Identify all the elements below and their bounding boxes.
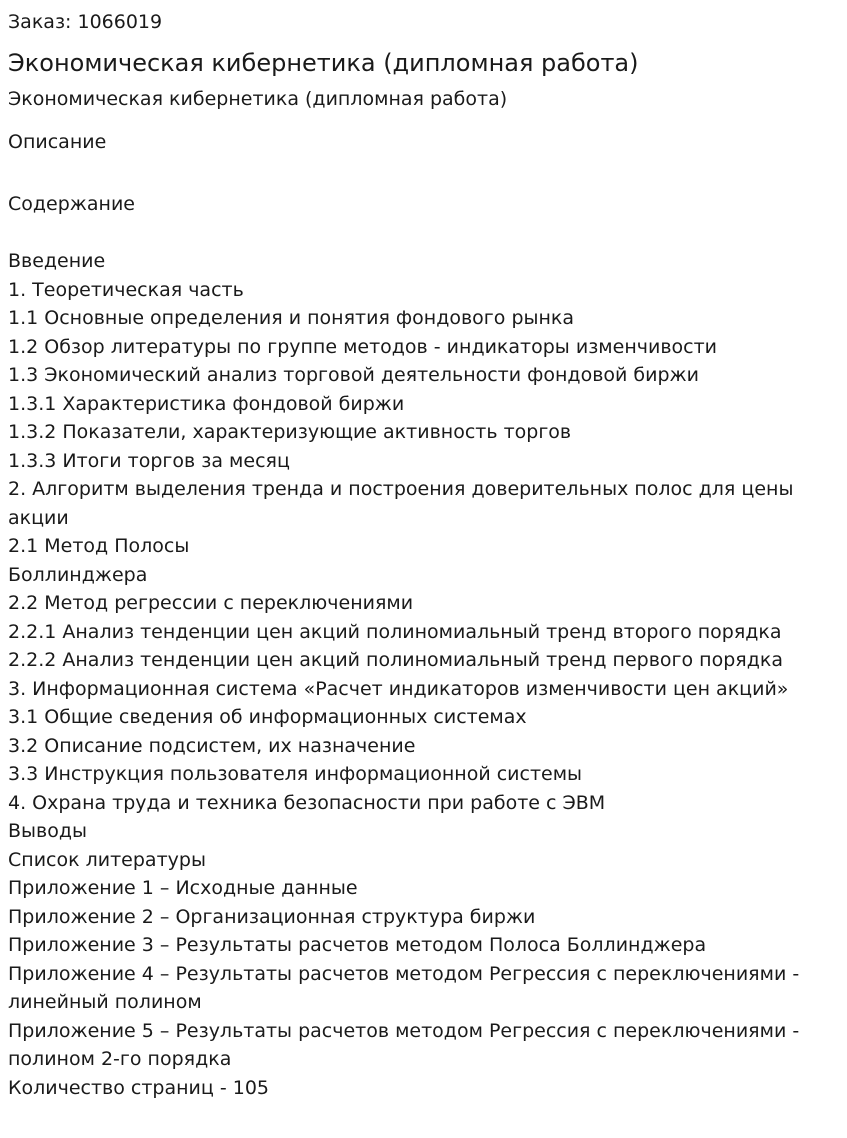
page-subtitle: Экономическая кибернетика (дипломная работа) <box>8 88 508 110</box>
toc-item: Приложение 5 – Результаты расчетов методом Регрессия с переключениями - полином 2-го порядка <box>8 1019 800 1070</box>
order-number: Заказ: 1066019 <box>8 11 163 33</box>
toc-item: 1.3.3 Итоги торгов за месяц <box>8 449 290 472</box>
toc-item: 1.1 Основные определения и понятия фондового рынка <box>8 307 575 329</box>
toc-item: Введение <box>8 250 106 272</box>
toc-item: 2.1 Метод Полосы <box>8 535 190 557</box>
toc-item: 2.2.1 Анализ тенденции цен акций полиномиальный тренд второго порядка <box>8 620 782 643</box>
toc-item: Список литературы <box>8 848 206 871</box>
toc-item: 1.3.2 Показатели, характеризующие активность торгов <box>8 421 572 443</box>
toc-item: Боллинджера <box>8 563 148 586</box>
toc-item: Приложение 3 – Результаты расчетов методом Полоса Боллинджера <box>8 934 707 956</box>
toc-item: 4. Охрана труда и техника безопасности при работе с ЭВМ <box>8 791 606 814</box>
toc-item: 3.2 Описание подсистем, их назначение <box>8 734 416 757</box>
toc-item: 1.3.1 Характеристика фондовой биржи <box>8 392 405 415</box>
toc-item: Приложение 4 – Результаты расчетов методом Регрессия с переключениями - линейный полином <box>8 962 800 1013</box>
page-count: Количество страниц - 105 <box>8 1076 270 1099</box>
toc-item: Приложение 1 – Исходные данные <box>8 877 358 899</box>
toc-item: 1.2 Обзор литературы по группе методов - индикаторы изменчивости <box>8 335 718 358</box>
toc-item: 3.1 Общие сведения об информационных системах <box>8 706 527 728</box>
toc-item: 3. Информационная система «Расчет индикаторов изменчивости цен акций» <box>8 677 789 700</box>
toc-heading: Содержание <box>8 193 135 215</box>
page-title: Экономическая кибернетика (дипломная работа) <box>8 49 639 77</box>
toc-item: 2. Алгоритм выделения тренда и построения доверительных полос для цены акции <box>8 478 794 529</box>
toc-item: 1.3 Экономический анализ торговой деятельности фондовой биржи <box>8 364 699 386</box>
toc-list <box>8 247 808 1102</box>
toc-item: 2.2.2 Анализ тенденции цен акций полиномиальный тренд первого порядка <box>8 649 783 671</box>
description-label: Описание <box>8 131 107 153</box>
toc-item: Приложение 2 – Организационная структура биржи <box>8 905 536 928</box>
toc-item: 1. Теоретическая часть <box>8 278 244 301</box>
toc-item: 2.2 Метод регрессии с переключениями <box>8 592 414 614</box>
toc-item: 3.3 Инструкция пользователя информационной системы <box>8 763 583 785</box>
toc-item: Выводы <box>8 820 87 842</box>
